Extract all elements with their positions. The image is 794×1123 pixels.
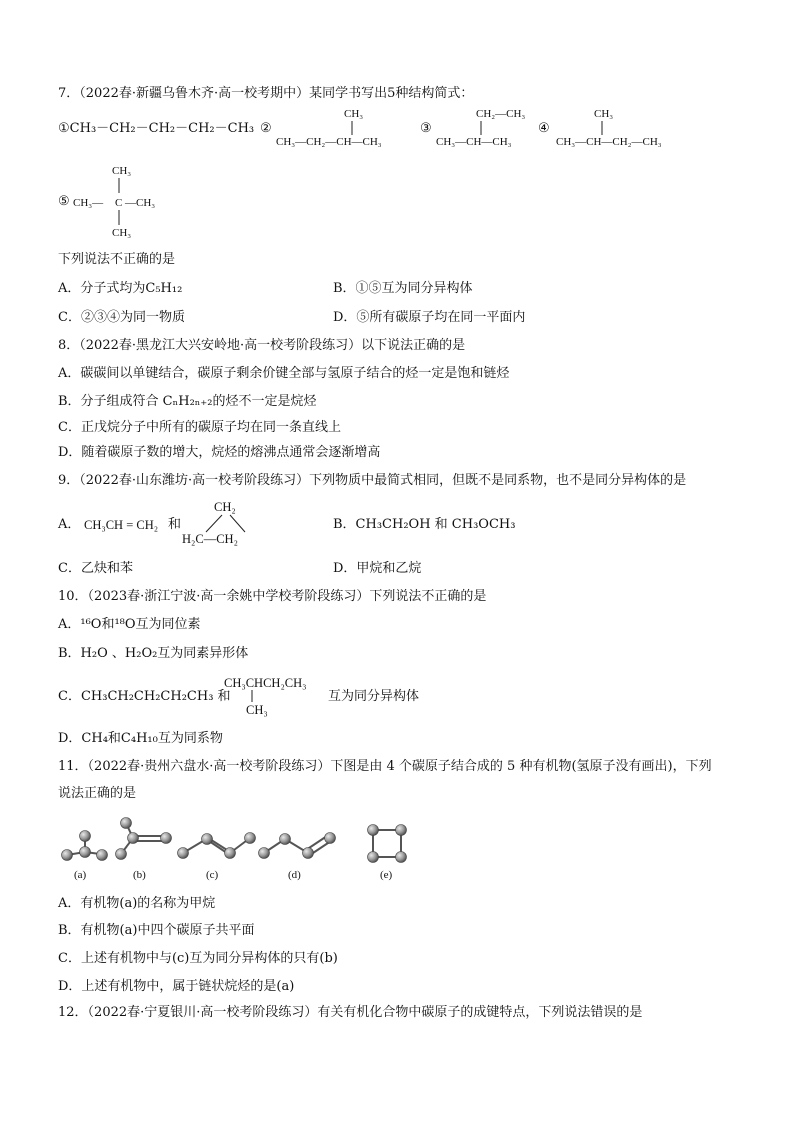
q8-option-a[interactable]: A．碳碳间以单键结合，碳原子剩余价键全部与氢原子结合的烃一定是饱和链烃 [58,366,510,381]
q10-c-branched-chain: CH₃CHCH₂CH₃ [224,676,307,690]
q8-stem: 8．（2022春·黑龙江大兴安岭地·高一校考阶段练习）以下说法正确的是 [58,338,466,353]
q9-option-b[interactable]: B．CH₃CH₂OH 和 CH₃OCH₃ [333,517,516,532]
q7-s2-branch: CH₃ [344,108,364,120]
q7-s3-branch: CH₂—CH₃ [476,108,526,120]
q8-option-d[interactable]: D．随着碳原子数的增大，烷烃的熔沸点通常会逐渐增高 [58,445,381,460]
q9-option-c[interactable]: C．乙炔和苯 [58,561,133,576]
q7-option-c[interactable]: C．②③④为同一物质 [58,310,185,325]
q9-a-and: 和 [168,517,182,532]
q11-option-b[interactable]: B．有机物(a)中四个碳原子共平面 [58,923,255,938]
q11-option-a[interactable]: A．有机物(a)的名称为甲烷 [58,896,216,911]
model-d [259,833,336,859]
q7-stem: 7．（2022春·新疆乌鲁木齐·高一校考期中）某同学书写出5种结构简式： [58,86,474,101]
model-b [116,818,172,860]
q7-s5-top: CH₃ [112,165,132,177]
q10-stem: 10．（2023春·浙江宁波·高一余姚中学校考阶段练习）下列说法不正确的是 [58,589,487,604]
q8-option-b[interactable]: B．分子组成符合 CₙH₂ₙ₊₂的烃不一定是烷烃 [58,394,317,409]
q7-s3-chain: CH₃—CH—CH₃ [436,136,512,148]
q7-option-a[interactable]: A．分子式均为C₅H₁₂ [58,281,183,296]
q7-s5-left: CH₃— [73,197,104,209]
q7-num-5: ⑤ [58,194,70,209]
q9-option-a-label[interactable]: A． [58,517,81,532]
q7-num-2: ② [260,121,272,136]
model-a [62,831,108,861]
q7-ask: 下列说法不正确的是 [58,252,176,267]
q10-option-b[interactable]: B．H₂O 、H₂O₂互为同素异形体 [58,646,249,661]
q11-stem-line2: 说法正确的是 [58,786,137,801]
q9-option-d[interactable]: D．甲烷和乙烷 [333,561,422,576]
q10-option-d[interactable]: D．CH₄和C₄H₁₀互为同系物 [58,731,223,746]
q9-ring-top: CH₂ [214,500,236,514]
q10-option-c-suffix: 互为同分异构体 [328,689,420,704]
q9-a-propene: CH₃CH = CH₂ [84,518,159,532]
q7-s5-center: C [115,197,123,209]
q7-s5-right: —CH₃ [125,197,156,209]
q10-c-branch: CH₃ [246,703,268,717]
q11-label-e: (e) [380,869,393,881]
q11-stem-line1: 11．（2022春·贵州六盘水·高一校考阶段练习）下图是由 4 个碳原子结合成的 5 种有机物(氢原子没有画出)，下列 [58,759,712,774]
q7-structure-1: ①CH₃－CH₂－CH₂－CH₂－CH₃ [58,121,255,136]
q7-option-b[interactable]: B．①⑤互为同分异构体 [333,281,473,296]
q7-num-4: ④ [538,121,550,136]
q11-label-a: (a) [74,869,87,881]
q9-ring-bottom: H₂C—CH₂ [182,532,238,546]
q7-s4-branch: CH₃ [594,108,614,120]
q7-num-3: ③ [420,121,432,136]
q11-label-d: (d) [288,869,301,881]
q7-s4-chain: CH₃—CH—CH₂—CH₃ [556,136,662,148]
q10-option-c-prefix[interactable]: C．CH₃CH₂CH₂CH₂CH₃ 和 [58,689,231,704]
q11-label-b: (b) [133,869,146,881]
q11-option-c[interactable]: C．上述有机物中与(c)互为同分异构体的只有(b) [58,951,338,966]
model-e [368,825,407,863]
q12-stem: 12．（2022春·宁夏银川·高一校考阶段练习）有关有机化合物中碳原子的成键特点，下列说法错误的是 [58,1005,643,1020]
q11-label-c: (c) [206,869,219,881]
q7-s5-bottom: CH₃ [112,227,132,239]
q8-option-c[interactable]: C．正戊烷分子中所有的碳原子均在同一条直线上 [58,420,341,435]
q10-option-a[interactable]: A．¹⁶O和¹⁸O互为同位素 [58,617,201,632]
q7-s2-chain: CH₃—CH₂—CH—CH₃ [276,136,382,148]
q11-option-d[interactable]: D．上述有机物中，属于链状烷烃的是(a) [58,979,295,994]
q9-stem: 9．（2022春·山东潍坊·高一校考阶段练习）下列物质中最简式相同，但既不是同系物，也不是同分异构体的是 [58,473,687,488]
model-c [178,833,256,859]
q7-option-d[interactable]: D．⑤所有碳原子均在同一平面内 [333,310,526,325]
